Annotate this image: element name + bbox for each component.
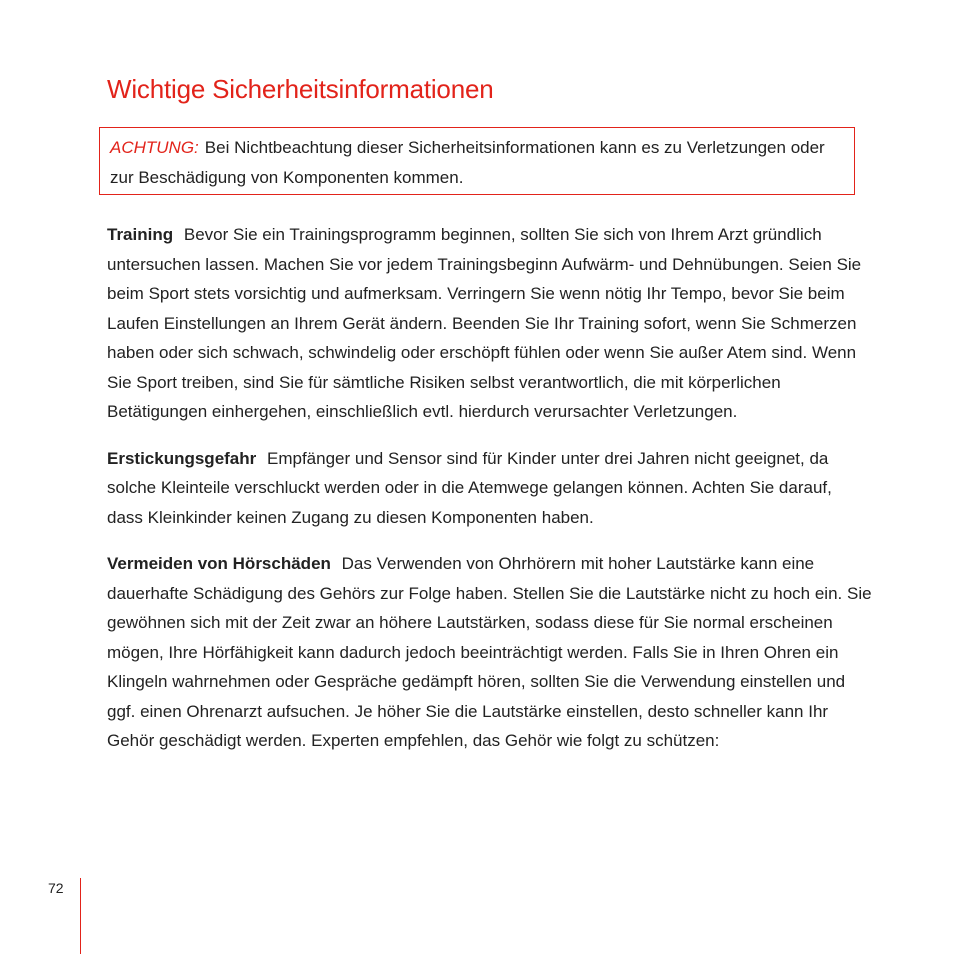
page-title: Wichtige Sicherheitsinformationen — [107, 74, 494, 104]
section-hearing-damage — [107, 549, 872, 756]
warning-label: ACHTUNG: — [110, 138, 199, 157]
margin-rule — [80, 878, 81, 954]
section-training — [107, 220, 872, 427]
page-number: 72 — [48, 880, 64, 896]
section-text: Empfänger und Sensor sind für Kinder unter drei Jahren nicht geeignet, da solche Kleinteile verschluckt werden oder in die Atemwege gelangen können. Achten Sie darauf, dass Kleinkinder keinen Zugang zu diesen Komponenten haben. — [107, 448, 832, 527]
body-content — [107, 220, 872, 773]
warning-box — [99, 127, 855, 195]
section-text: Das Verwenden von Ohrhörern mit hoher Lautstärke kann eine dauerhafte Schädigung des Gehörs zur Folge haben. Stellen Sie die Lautstärke nicht zu hoch ein. Sie gewöhnen sich mit der Zeit zwar an höhere Lautstärken, sodass diese für Sie normal erscheinen mögen, Ihre Hörfähigkeit kann dadurch jedoch beeinträchtigt werden. Falls Sie in Ihren Ohren ein Klingeln wahrnehmen oder Gespräche gedämpft hören, sollten Sie die Verwendung einstellen und ggf. einen Ohrenarzt aufsuchen. Je höher Sie die Lautstärke einstellen, desto schneller kann Ihr Gehör geschädigt werden. Experten empfehlen, das Gehör wie folgt zu schützen: — [107, 554, 872, 750]
section-choking-hazard — [107, 444, 872, 533]
warning-text: Bei Nichtbeachtung dieser Sicherheitsinformationen kann es zu Verletzungen oder zur Beschädigung von Komponenten kommen. — [110, 138, 825, 187]
section-text: Bevor Sie ein Trainingsprogramm beginnen, sollten Sie sich von Ihrem Arzt gründlich untersuchen lassen. Machen Sie vor jedem Trainingsbeginn Aufwärm- und Dehnübungen. Seien Sie beim Sport stets vorsichtig und aufmerksam. Verringern Sie wenn nötig Ihr Tempo, bevor Sie beim Laufen Einstellungen an Ihrem Gerät ändern. Beenden Sie Ihr Training sofort, wenn Sie Schmerzen haben oder sich schwach, schwindelig oder erschöpft fühlen oder wenn Sie außer Atem sind. Wenn Sie Sport treiben, sind Sie für sämtliche Risiken selbst verantwortlich, die mit körperlichen Betätigungen einhergehen, einschließlich evtl. hierdurch verursachter Verletzungen. — [107, 225, 862, 421]
section-heading: Training — [107, 225, 174, 244]
section-heading: Vermeiden von Hörschäden — [107, 554, 331, 573]
section-heading: Erstickungsgefahr — [107, 448, 257, 468]
